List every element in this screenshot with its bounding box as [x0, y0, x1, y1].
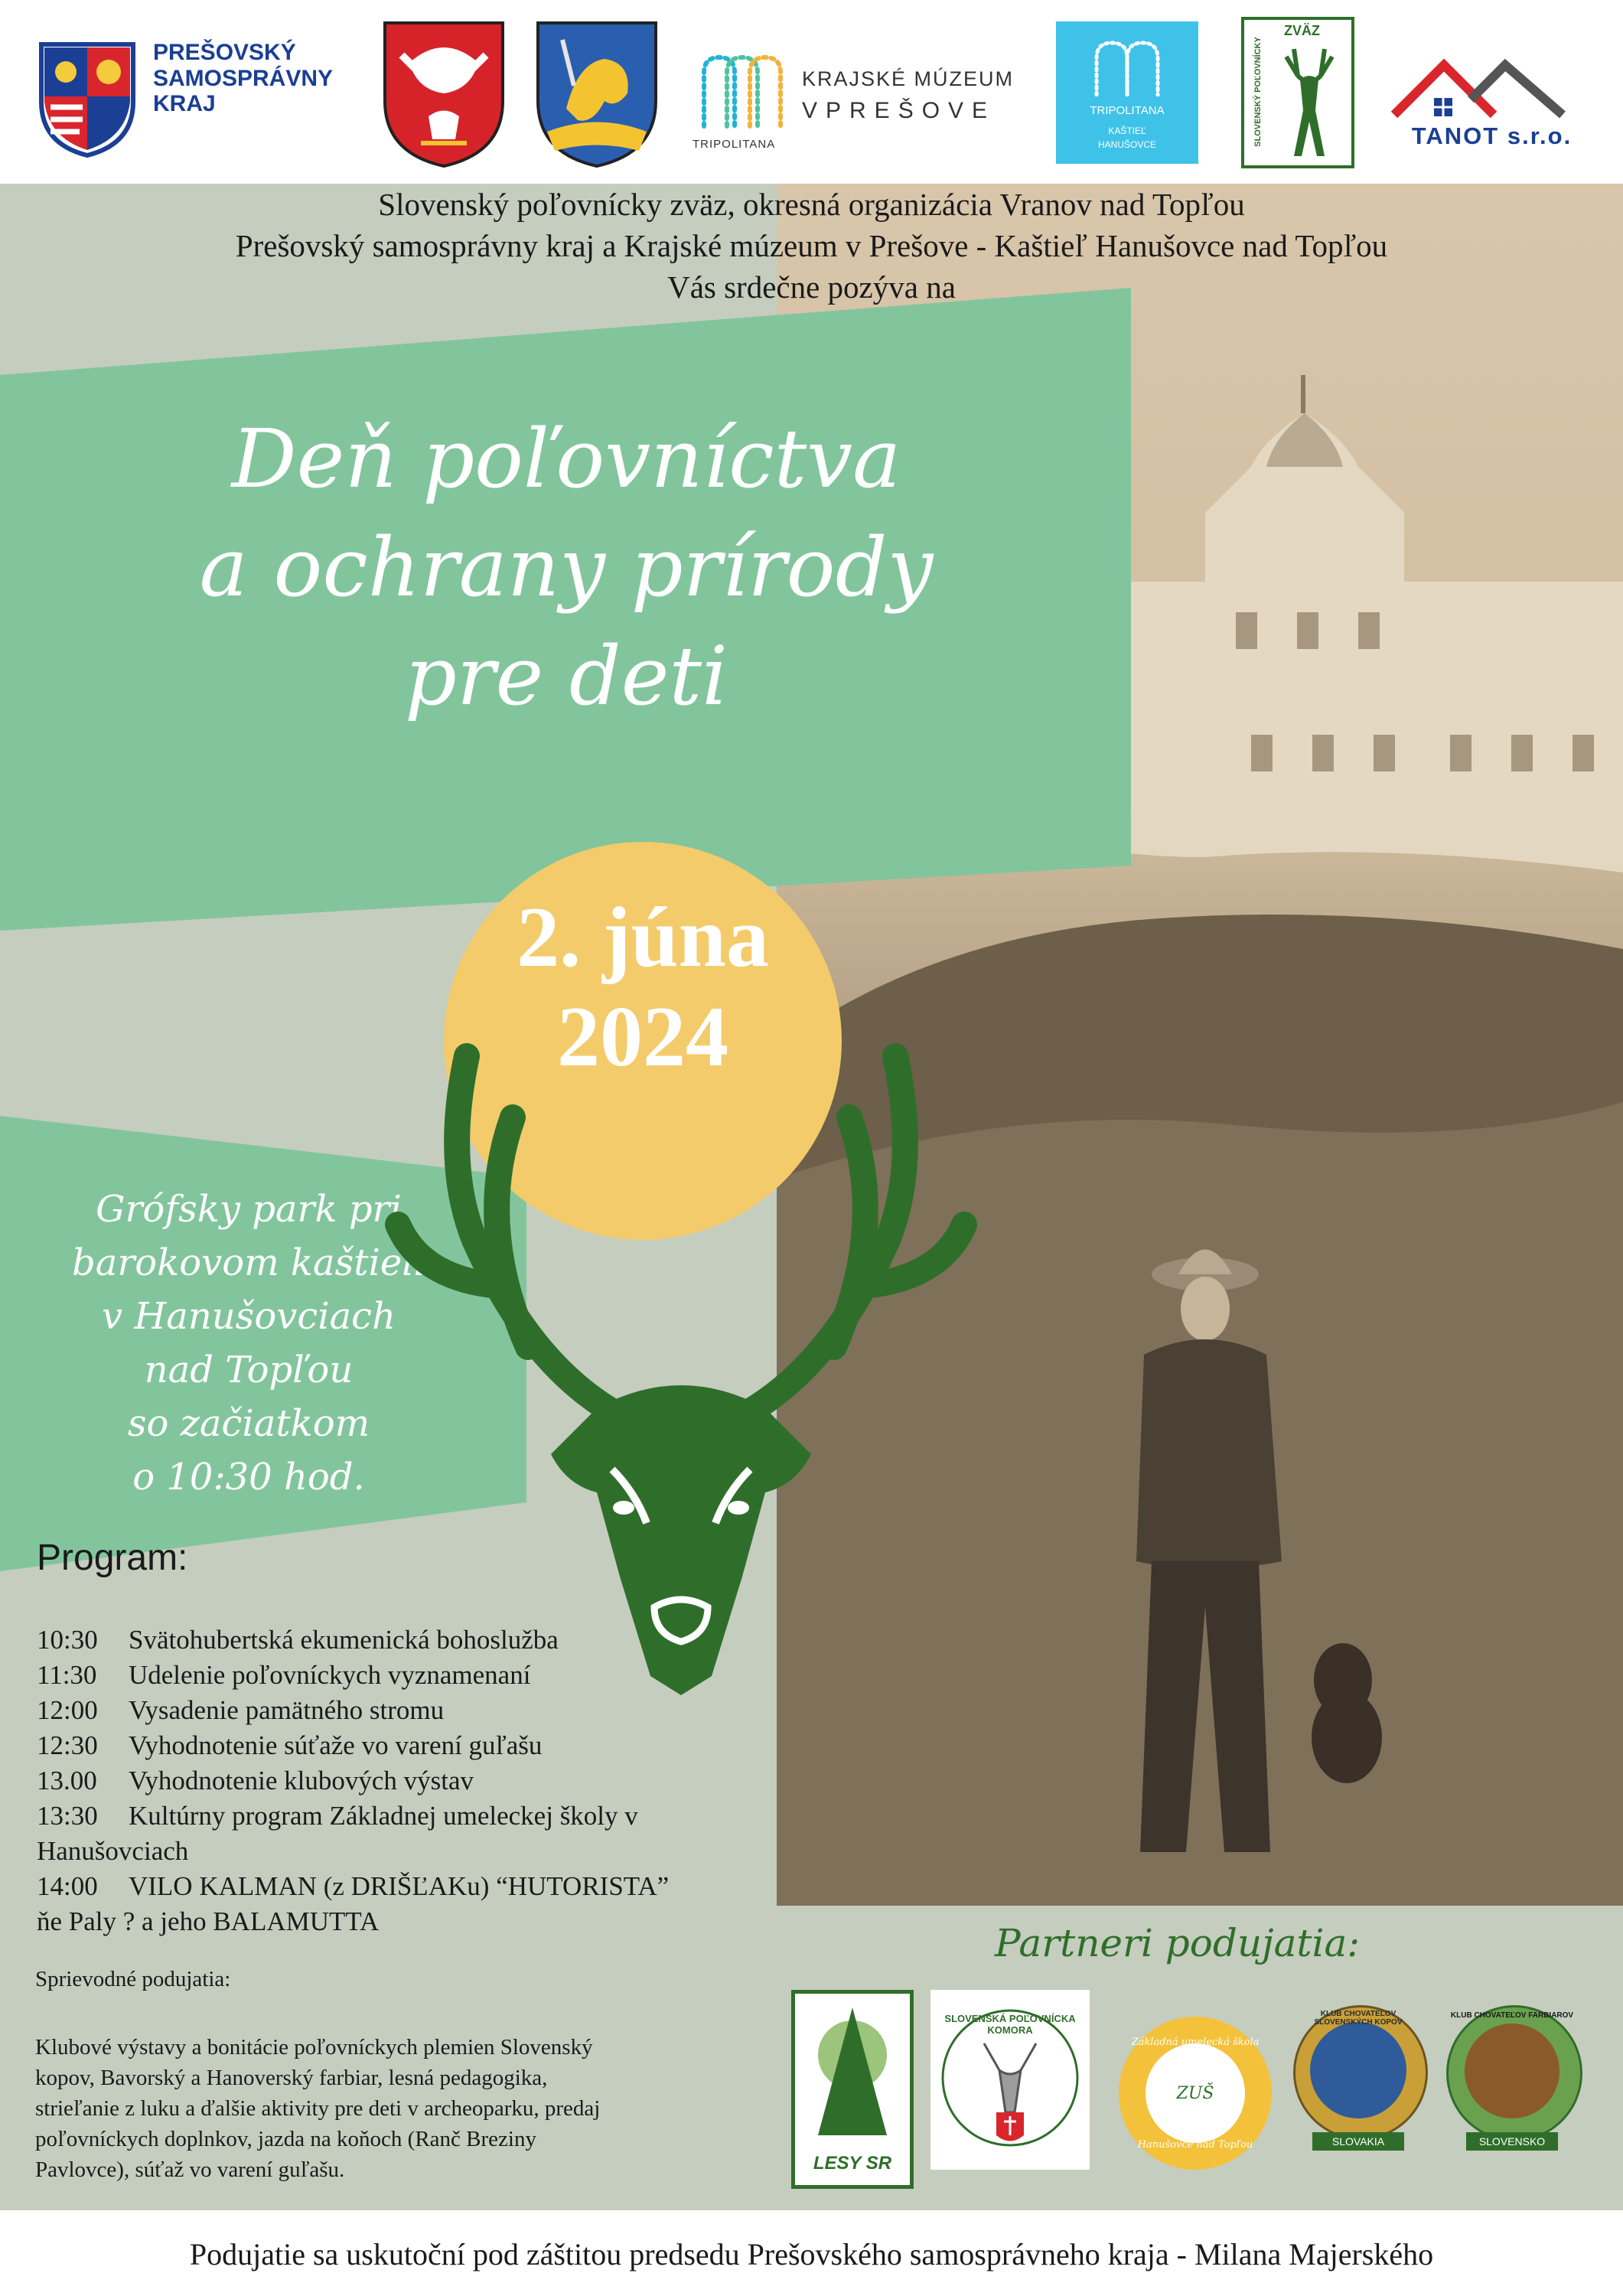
partners-heading: Partneri podujatia: — [995, 1921, 1361, 1965]
lion-crest-icon — [532, 17, 662, 170]
stag-icon — [1271, 41, 1348, 160]
side-events-text — [35, 2032, 600, 2185]
zus-logo — [1119, 2017, 1272, 2170]
museum-columns-icon — [696, 42, 792, 134]
program-item — [37, 1728, 669, 1763]
date-line2: 2024 — [557, 990, 728, 1084]
date-line1: 2. júna — [517, 890, 769, 985]
kastiel-line1: TRIPOLITANA — [1090, 104, 1165, 117]
kopov-inner — [1310, 2022, 1406, 2118]
program-item — [37, 1799, 669, 1834]
kastiel-columns-icon — [1090, 35, 1164, 96]
program-activity: Vyhodnotenie klubových výstav — [129, 1766, 474, 1795]
program-item — [37, 1763, 669, 1799]
zus-bottom-label: Hanušovce nad Topľou — [1137, 2139, 1253, 2151]
psk-line3: KRAJ — [153, 91, 216, 117]
program-time: 10:30 — [37, 1625, 98, 1655]
footer-text: Podujatie sa uskutoční pod záštitou predsedu Prešovského samosprávneho kraja - Milana Majerského — [189, 2237, 1434, 2272]
program-item — [37, 1693, 669, 1728]
spz-top-label: ZVÄZ — [1284, 23, 1320, 38]
venue-line2: barokovom kaštieli — [71, 1241, 426, 1284]
program-activity: Udelenie poľovníckych vyznamenaní — [129, 1660, 531, 1690]
lesy-label: LESY SR — [813, 2153, 892, 2174]
farbiar-ribbon: SLOVENSKO — [1466, 2132, 1558, 2151]
program-activity: Kultúrny program Základnej umeleckej školy v — [129, 1801, 638, 1831]
program-time: 14:00 — [37, 1871, 98, 1901]
title-line1: Deň poľovníctva — [231, 412, 901, 506]
program-item — [37, 1623, 669, 1658]
venue-line5: so začiatkom — [127, 1402, 370, 1445]
venue-line1: Grófsky park pri — [96, 1188, 402, 1231]
kastiel-line2: KAŠTIEĽ — [1108, 126, 1146, 136]
side-events-line: poľovníckych doplnkov, jazda na koňoch (Ranč Breziny — [35, 2127, 536, 2151]
venue-line6: o 10:30 hod. — [132, 1456, 365, 1499]
psk-name — [153, 40, 333, 117]
title-line3: pre deti — [404, 629, 728, 723]
zus-top-label: Základná umelecká škola — [1131, 2037, 1260, 2048]
spk-logo — [930, 1990, 1090, 2170]
program-activity: Svätohubertská ekumenická bohoslužba — [129, 1625, 559, 1655]
program-time: 13.00 — [37, 1766, 97, 1795]
program-time: 13:30 — [37, 1801, 98, 1831]
kopov-ribbon: SLOVAKIA — [1312, 2132, 1404, 2151]
side-events-line: Klubové výstavy a bonitácie poľovníckych plemien Slovenský — [35, 2035, 593, 2060]
event-date — [467, 888, 819, 1087]
program-time: 12:30 — [37, 1730, 98, 1760]
program-activity: Vyhodnotenie súťaže vo varení guľašu — [129, 1730, 543, 1760]
kastiel-line3: HANUŠOVCE — [1097, 139, 1156, 150]
kopov-label: KLUB CHOVATEĽOV SLOVENSKÝCH KOPOV — [1314, 2010, 1403, 2027]
program-time: 11:30 — [37, 1660, 97, 1690]
intro-line1: Slovenský poľovnícky zväz, okresná organizácia Vranov nad Topľou — [378, 187, 1245, 222]
program-item-continued: Hanušovciach — [37, 1836, 189, 1866]
side-events-line: Pavlovce), súťaž vo varení guľašu. — [35, 2157, 345, 2182]
spz-logo — [1241, 17, 1354, 168]
program-list — [37, 1623, 669, 1939]
logo-header — [0, 0, 1623, 184]
museum-sub-label: TRIPOLITANA — [693, 138, 776, 151]
program-item — [37, 1869, 669, 1904]
intro-line3: Vás srdečne pozýva na — [667, 269, 956, 305]
farbiar-label: KLUB CHOVATEĽOV FARBIAROV — [1450, 2011, 1574, 2020]
title-line2: a ochrany prírody — [199, 520, 934, 615]
kopov-club-logo — [1293, 2005, 1423, 2177]
lesy-sr-logo — [791, 1990, 914, 2189]
side-events-line: kopov, Bavorský a Hanoverský farbiar, lesná pedagogika, — [35, 2066, 548, 2090]
program-item — [37, 1658, 669, 1693]
program-activity: VILO KALMAN (z DRIŠĽAKu) “HUTORISTA” — [129, 1871, 670, 1901]
venue-line4: nad Topľou — [144, 1349, 354, 1391]
museum-name-line2: VPREŠOVE — [802, 98, 996, 123]
intro-line2: Prešovský samosprávny kraj a Krajské múzeum v Prešove - Kaštieľ Hanušovce nad Topľou — [235, 228, 1388, 263]
pelican-crest-icon — [379, 17, 509, 170]
program-heading: Program: — [37, 1538, 188, 1578]
museum-name-line1: KRAJSKÉ MÚZEUM — [802, 67, 1015, 90]
kastiel-logo — [1056, 21, 1198, 164]
psk-line1: PREŠOVSKÝ — [153, 40, 296, 65]
spz-side-label: SLOVENSKÝ POĽOVNÍCKY — [1253, 37, 1263, 147]
side-events-line: strieľanie z luku a ďalšie aktivity pre deti v archeoparku, predaj — [35, 2096, 601, 2121]
program-activity: Vysadenie pamätného stromu — [129, 1695, 445, 1725]
spk-label: SLOVENSKÁ POĽOVNÍCKA KOMORA — [944, 2013, 1076, 2036]
side-events-heading: Sprievodné podujatia: — [35, 1967, 231, 1991]
psk-coat-of-arms-icon — [34, 37, 141, 159]
lesy-tree-icon — [803, 2001, 902, 2147]
tanot-name: TANOT s.r.o. — [1411, 122, 1572, 149]
program-time: 12:00 — [37, 1695, 98, 1725]
program-item-continued: ňe Paly ? a jeho BALAMUTTA — [37, 1906, 380, 1936]
farbiar-club-logo — [1446, 2005, 1580, 2177]
tanot-roof-icon — [1387, 54, 1589, 126]
psk-line2: SAMOSPRÁVNY — [153, 65, 334, 91]
footer — [0, 2210, 1623, 2296]
venue-line3: v Hanušovciach — [102, 1295, 396, 1338]
poster-body — [0, 184, 1623, 2210]
zus-mid-label: ZUŠ — [1146, 2043, 1245, 2143]
farbiar-inner — [1465, 2024, 1559, 2118]
